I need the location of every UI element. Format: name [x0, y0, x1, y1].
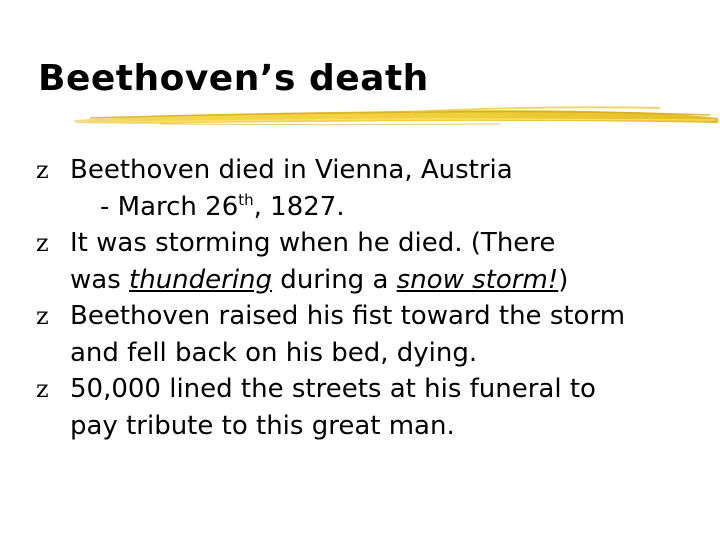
bullet-continuation: pay tribute to this great man.	[70, 410, 455, 441]
bullet-marker-icon: z	[36, 229, 49, 257]
list-item	[36, 225, 706, 298]
slide-title: Beethoven’s death	[38, 58, 429, 99]
emphasis-thundering: thundering	[129, 264, 273, 295]
bullet-text: It was storming when he died. (There	[70, 228, 556, 258]
bullet-continuation: and fell back on his bed, dying.	[70, 337, 478, 368]
bullet-marker-icon: z	[36, 302, 49, 330]
emphasis-snow-storm: snow storm!	[396, 264, 559, 295]
bullet-text: Beethoven raised his fist toward the storm	[70, 301, 626, 331]
bullet-list	[36, 152, 706, 444]
bullet-subline: - March 26th, 1827.	[100, 190, 345, 222]
bullet-text: Beethoven died in Vienna, Austria	[70, 155, 513, 185]
bullet-text: 50,000 lined the streets at his funeral to	[70, 374, 596, 404]
list-item	[36, 298, 706, 371]
bullet-marker-icon: z	[36, 375, 49, 403]
ordinal-superscript: th	[238, 190, 254, 209]
bullet-continuation: was thundering during a snow storm!)	[70, 264, 569, 295]
title-underline-brushstroke	[70, 104, 720, 132]
list-item	[36, 371, 706, 444]
bullet-marker-icon: z	[36, 156, 49, 184]
list-item	[36, 152, 706, 225]
